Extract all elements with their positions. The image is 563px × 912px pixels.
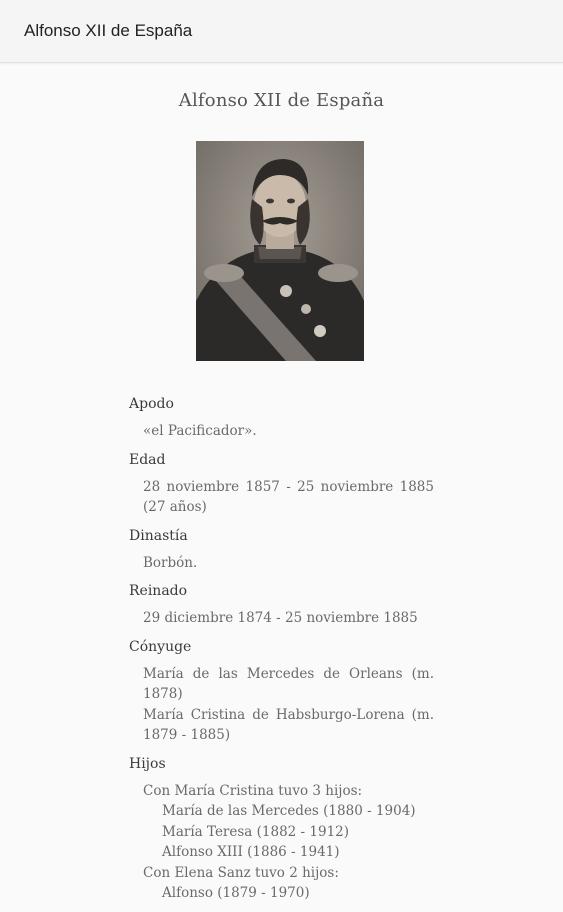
field-label-conyuge: Cónyuge: [129, 638, 192, 655]
list-item: María de las Mercedes de Orleans (m. 1878): [143, 665, 434, 702]
list-item: María de las Mercedes (1880 - 1904): [162, 803, 416, 819]
field-value-conyuge: [129, 664, 434, 746]
portrait-photo-icon: [196, 141, 364, 361]
list-item: Alfonso (1879 - 1970): [162, 885, 310, 901]
app-bar-title: Alfonso XII de España: [24, 21, 193, 40]
field-value-hijos: [129, 781, 434, 904]
page-title: Alfonso XII de España: [178, 90, 385, 111]
field-value-dinastia: Borbón.: [143, 554, 198, 571]
app-bar: [0, 0, 563, 63]
field-label-apodo: Apodo: [129, 396, 174, 412]
list-item: María Cristina de Habsburgo-Lorena (m. 1879 - 1885): [143, 706, 434, 743]
children-group-heading: Con Elena Sanz tuvo 2 hijos:: [143, 864, 339, 881]
field-label-hijos: Hijos: [129, 755, 166, 772]
field-label-edad: Edad: [129, 451, 166, 468]
field-value-reinado: 29 diciembre 1874 - 25 noviembre 1885: [143, 610, 418, 626]
field-label-reinado: Reinado: [129, 583, 188, 599]
list-item: Alfonso XIII (1886 - 1941): [162, 844, 340, 860]
field-value-edad: 28 noviembre 1857 - 25 noviembre 1885 (27 años): [143, 478, 434, 515]
children-group-heading: Con María Cristina tuvo 3 hijos:: [143, 782, 363, 799]
list-item: María Teresa (1882 - 1912): [162, 823, 350, 840]
field-value-apodo: «el Pacificador».: [143, 423, 257, 439]
infobox: [129, 394, 434, 912]
field-label-dinastia: Dinastía: [129, 527, 188, 544]
portrait-image: [196, 141, 364, 361]
